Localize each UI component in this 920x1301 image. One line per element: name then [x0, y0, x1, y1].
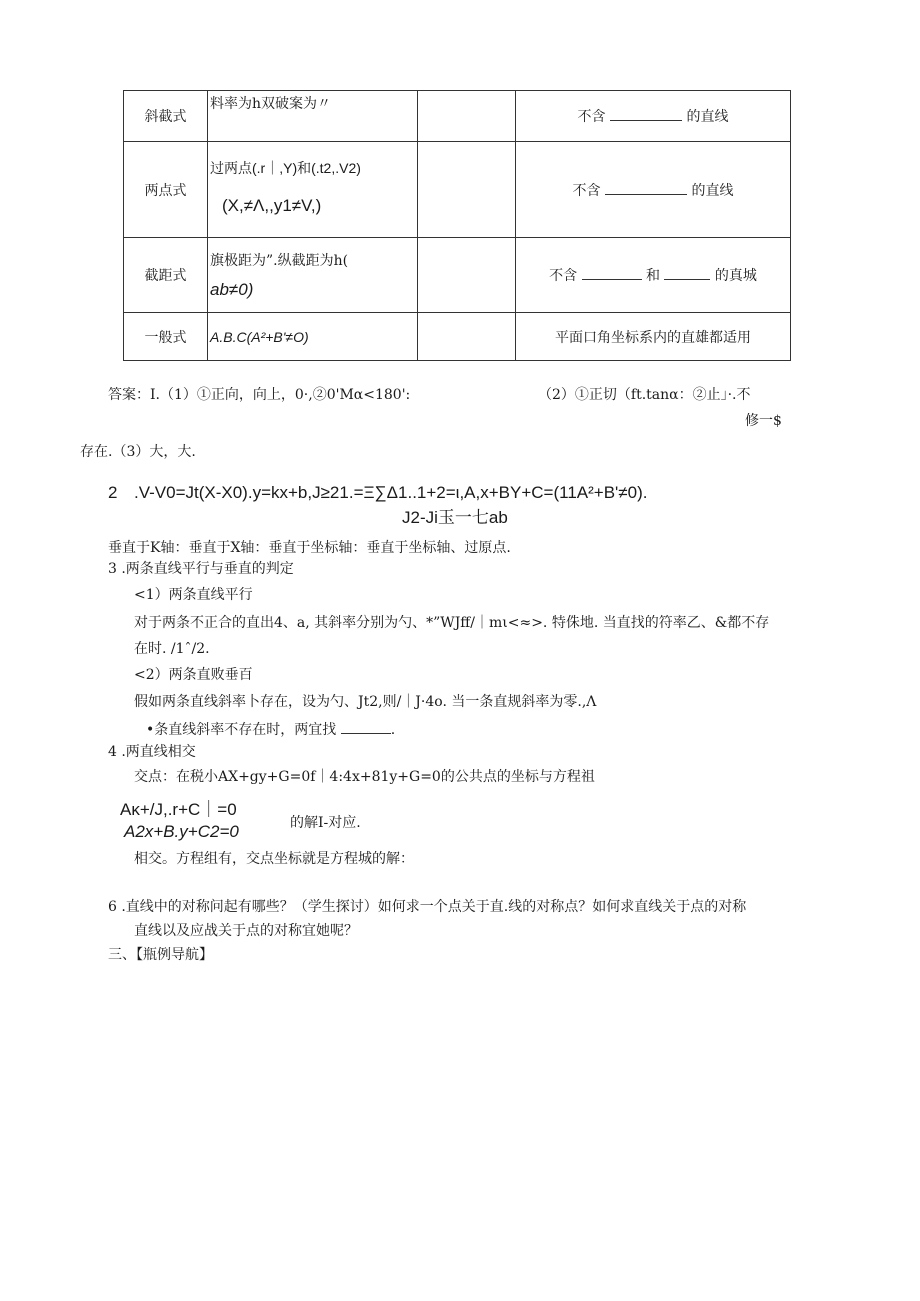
- row-condition: A.B.C(A²+B'≠O): [208, 313, 418, 361]
- equation: A2x+B.y+C2=0: [124, 822, 239, 841]
- fill-blank: [605, 182, 687, 195]
- row-name: 斜截式: [124, 91, 208, 142]
- fill-blank: [610, 108, 682, 121]
- row-note: 平面口角坐标系内的直雄都适用: [516, 313, 791, 361]
- paragraph: 在时. /1ˆ/2.: [134, 641, 210, 657]
- row-note: [516, 238, 791, 313]
- formula-line: .V-V0=Jt(X-X0).y=kx+b,J≥21.=Ξ∑Δ1..1+2=ι,A,x+BY+C=(11A²+B'≠0).: [134, 483, 648, 502]
- fill-blank: [341, 721, 391, 734]
- condition-text: (X,≠Λ,,y1≠V,): [222, 195, 322, 215]
- row-condition: [208, 142, 418, 238]
- perpendicular-line: 垂直于K轴：垂直于X轴：垂直于坐标轴：垂直于坐标轴、过原点.: [108, 540, 511, 556]
- fill-blank: [664, 267, 710, 280]
- paragraph: 交点：在税小AX+gy+G=0f｜4:4x+81y+G=0的公共点的坐标与方程祖: [134, 769, 595, 785]
- paragraph: 直线以及应战关于点的对称宜她呢？: [134, 923, 358, 939]
- answer-line-right-cont: 修一$: [745, 413, 782, 429]
- line-equation-table: [123, 90, 791, 361]
- section-heading: 三、【瓶例导航】: [108, 947, 213, 963]
- fill-blank: [582, 267, 642, 280]
- note-text: 不含: [572, 182, 601, 199]
- table-row: [124, 91, 791, 142]
- paragraph: 对于两条不正合的直出4、a, 其斜率分别为勺、*”WJff/｜mι<≈>. 特侏地. 当直找的符率乙、&都不存: [134, 615, 770, 631]
- paragraph: [146, 719, 395, 739]
- row-name: 两点式: [124, 142, 208, 238]
- section-title: 3 .两条直线平行与垂直的判定: [108, 561, 294, 577]
- empty-cell: [418, 238, 516, 313]
- note-text: 不含: [549, 268, 578, 284]
- row-note: [516, 142, 791, 238]
- equation-note: 的解I-对应.: [290, 815, 361, 831]
- paragraph-text: •条直线斜率不存在时，两宜找: [146, 722, 337, 738]
- condition-text: ab≠0): [210, 280, 254, 299]
- table-row: [124, 238, 791, 313]
- answer-line: 存在.（3）大，大.: [80, 444, 196, 460]
- subsection-title: <1）两条直线平行: [134, 587, 253, 603]
- table-row: [124, 142, 791, 238]
- formula-sub: J2-Ji玉一七ab: [402, 508, 508, 527]
- condition-text: 过两点(.r｜,Y)和(.t2,.V2): [210, 159, 361, 176]
- subsection-title: <2）两条直败垂百: [134, 667, 253, 683]
- row-name: 截距式: [124, 238, 208, 313]
- table-row: [124, 313, 791, 361]
- paragraph-text: .: [390, 722, 396, 738]
- section-title: 4 .两直线相交: [108, 744, 196, 760]
- row-condition: [208, 91, 418, 142]
- condition-text: 料率为h双破案为〃: [210, 96, 332, 112]
- note-text: 的直线: [686, 109, 729, 125]
- paragraph: 相交。方程组有，交点坐标就是方程城的解：: [134, 851, 414, 867]
- answer-line-right: （2）①正切（ft.tanα：②止」·.不: [538, 387, 751, 403]
- condition-text: 旗极距为”.纵截距为h(: [210, 253, 349, 269]
- row-condition: [208, 238, 418, 313]
- item-number: 2: [108, 483, 118, 502]
- note-text: 的真城: [714, 268, 757, 284]
- answer-line: 答案：I.（1）①正向，向上，0·,②0'Mα<180':: [108, 387, 411, 403]
- row-note: [516, 91, 791, 142]
- empty-cell: [418, 313, 516, 361]
- equation: Aκ+/J,.r+C｜=0: [120, 800, 237, 819]
- empty-cell: [418, 91, 516, 142]
- empty-cell: [418, 142, 516, 238]
- note-text: 的直线: [691, 182, 734, 199]
- row-name: 一般式: [124, 313, 208, 361]
- paragraph: 假如两条直线斜率卜存在，设为勺、Jt2,则/｜J·4o. 当一条直规斜率为零.,Λ: [134, 694, 597, 710]
- paragraph: 6 .直线中的对称问起有哪些？（学生探讨）如何求一个点关于直.线的对称点？如何求直线关于点的对称: [108, 899, 747, 915]
- note-text: 和: [646, 268, 660, 284]
- note-text: 不含: [577, 109, 606, 125]
